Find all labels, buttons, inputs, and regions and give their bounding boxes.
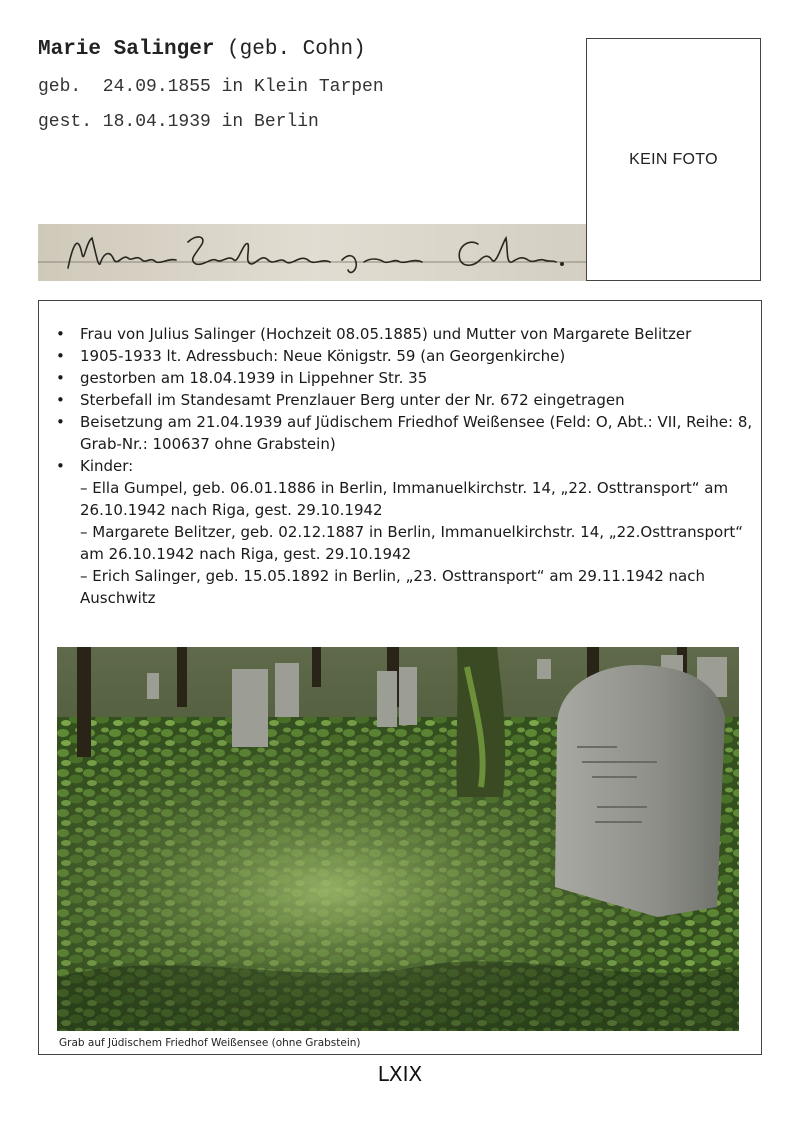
bullet-icon: • <box>56 413 65 431</box>
portrait-placeholder <box>586 38 761 281</box>
death-line: gest. 18.04.1939 in Berlin <box>38 112 319 132</box>
fact-text: Sterbefall im Standesamt Prenzlauer Berg unter der Nr. 672 eingetragen <box>80 391 625 409</box>
fact-text: gestorben am 18.04.1939 in Lippehner Str. 35 <box>80 369 428 387</box>
page-number: LXIX <box>377 1062 423 1086</box>
fact-text: Beisetzung am 21.04.1939 auf Jüdischem Friedhof Weißensee (Feld: O, Abt.: VII, Reihe: 8, Grab-Nr.: 100637 ohne Grabstein) <box>80 413 753 453</box>
signature-image <box>38 224 586 281</box>
children-item <box>56 455 756 609</box>
list-item <box>56 389 756 411</box>
maiden-name: (geb. Cohn) <box>227 38 366 61</box>
biography-panel <box>38 300 762 1055</box>
bullet-icon: • <box>56 325 65 343</box>
birth-line: geb. 24.09.1855 in Klein Tarpen <box>38 77 384 97</box>
cemetery-photo <box>57 647 739 1031</box>
bullet-icon: • <box>56 347 65 365</box>
child-entry: – Margarete Belitzer, geb. 02.12.1887 in Berlin, Immanuelkirchstr. 14, „22.Osttransport“ am 26.10.1942 nach Riga, gest. 29.10.1942 <box>80 523 744 563</box>
person-name <box>38 38 366 61</box>
no-photo-label: KEIN FOTO <box>629 150 718 168</box>
list-item <box>56 323 756 345</box>
list-item <box>56 367 756 389</box>
list-item <box>56 345 756 367</box>
child-entry: – Erich Salinger, geb. 15.05.1892 in Berlin, „23. Osttransport“ am 29.11.1942 nach Auschwitz <box>80 567 705 607</box>
name-text: Marie Salinger <box>38 38 215 61</box>
bullet-icon: • <box>56 369 65 387</box>
list-item <box>56 411 756 455</box>
fact-text: 1905-1933 lt. Adressbuch: Neue Königstr. 59 (an Georgenkirche) <box>80 347 566 365</box>
bullet-icon: • <box>56 457 65 475</box>
children-label: Kinder: <box>80 457 134 475</box>
child-entry: – Ella Gumpel, geb. 06.01.1886 in Berlin, Immanuelkirchstr. 14, „22. Osttransport“ am 26.10.1942 nach Riga, gest. 29.10.1942 <box>80 479 729 519</box>
fact-list <box>56 323 756 609</box>
fact-text: Frau von Julius Salinger (Hochzeit 08.05.1885) und Mutter von Margarete Belitzer <box>80 325 692 343</box>
signature-scan <box>38 224 586 281</box>
bullet-icon: • <box>56 391 65 409</box>
photo-caption: Grab auf Jüdischem Friedhof Weißensee (ohne Grabstein) <box>59 1037 361 1049</box>
grave-photo-illustration <box>57 647 739 1031</box>
